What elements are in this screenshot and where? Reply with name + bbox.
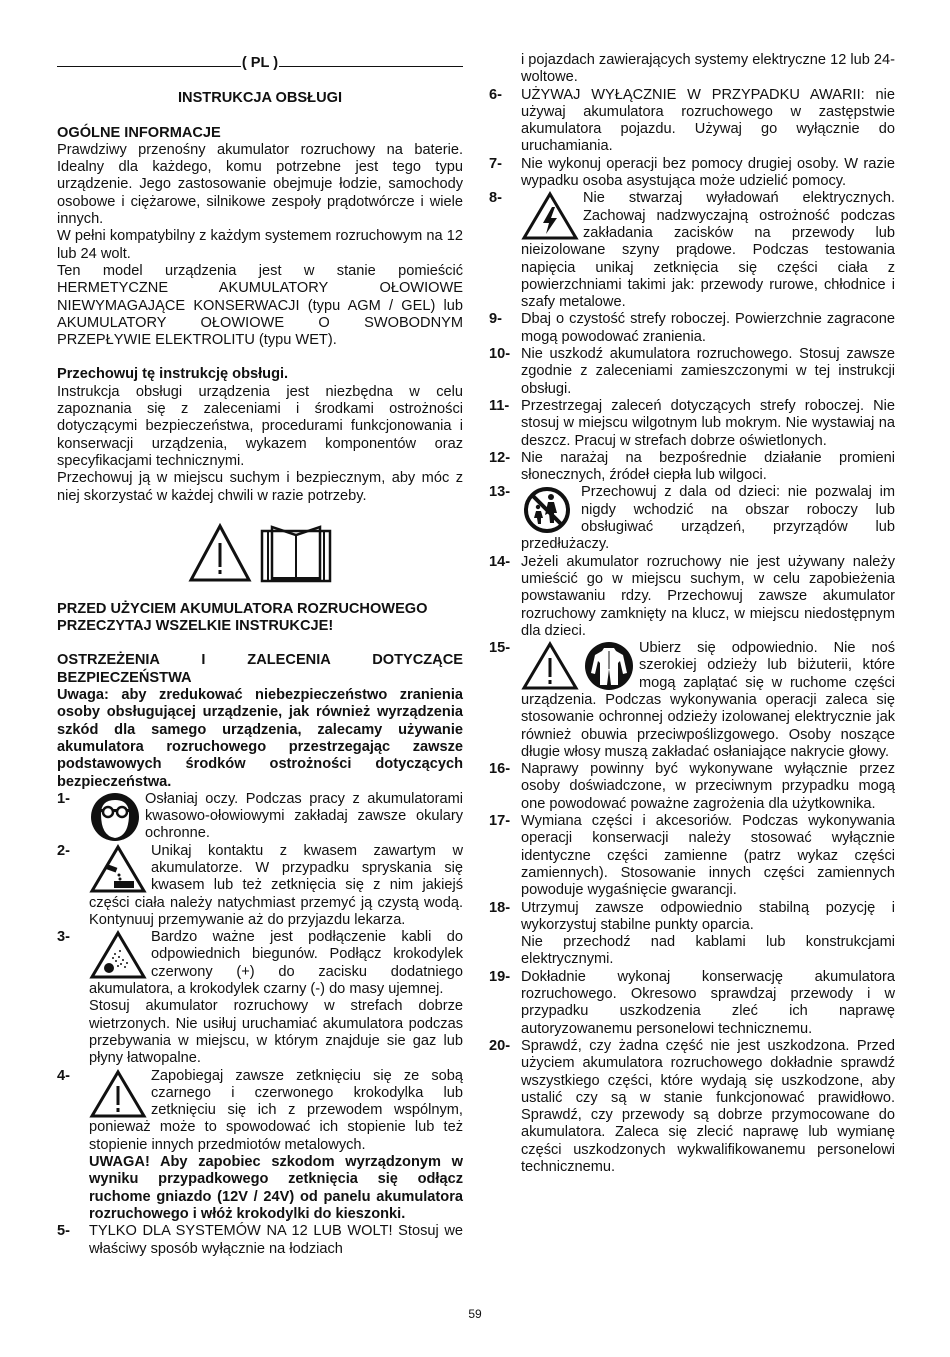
list-item (489, 640, 895, 761)
list-item (57, 1223, 463, 1258)
item-number: 20- (489, 1037, 511, 1054)
item-text: Osłaniaj oczy. Podczas pracy z akumulatorami kwasowo-ołowiowymi zakładaj zawsze okulary ochronne. (145, 790, 463, 842)
warning-triangle-icon (188, 523, 252, 583)
item-text: Nie narażaj na bezpośrednie działanie promieni słonecznych, źródeł ciepła lub wilgoci. (521, 449, 895, 484)
keep-manual-heading: Przechowuj tę instrukcję obsługi. (57, 366, 289, 383)
item-number: 10- (489, 346, 511, 363)
list-item (489, 190, 895, 311)
item-text: Sprawdź, czy żadna część nie jest uszkodzona. Przed użyciem akumulatora rozruchowego dokładnie sprawdź wszystkiego części, które wydają się uszkodzone, aby ustalić czy są w stanie funkcjonować prawidłowo. Sprawdź, czy przewody są dobrze przymocowane do akumulatora. Zaleca się zlecić naprawę lub wymianę części uszkodzonych wykwalifikowanemu personelowi technicznemu. (521, 1037, 895, 1175)
item-text: Jeżeli akumulator rozruchowy nie jest używany należy umieścić go w miejscu suchym, w celu zapobieżenia powstawaniu rdzy. Przechowuj zawsze akumulator rozruchowy zamknięty na klucz, w miejscu niedostępnym dla dzieci. (521, 553, 895, 639)
item-number: 7- (489, 155, 502, 172)
item-text: Nie stwarzaj wyładowań elektrycznych. Zachowaj nadzwyczajną ostrożność podczas zakładania zacisków na przewody lub nieizolowane szyny prądowe. Podczas testowania napięcia unikaj zetknięcia się części ciała z powierzchniami takimi jak: przewody rurowe, chłodnice i szafy metalowe. (521, 190, 895, 311)
item-text: Nie uszkodź akumulatora rozruchowego. Stosuj zawsze zgodnie z zaleceniami zamieszczonymi w tej instrukcji obsługi. (521, 346, 895, 397)
item-text: Bardzo ważne jest podłączenie kabli do odpowiednich biegunów. Podłącz krokodylek czerwony (+) do zacisku dodatniego akumulatora, a krokodylek czarny (-) do masy ujemnej. (89, 929, 463, 998)
list-item (489, 1038, 895, 1176)
language-label: ( PL ) (241, 55, 279, 71)
list-item (489, 761, 895, 813)
general-heading: OGÓLNE INFORMACJE (57, 124, 221, 141)
item-bold-note: UWAGA! Aby zapobiec szkodom wyrządzonym w wyniku przypadkowego zetknięcia się odłącz ruchome gniazdo (12V / 24V) od panelu akumulatora rozruchowego i włóż krokodylki do kieszonki. (89, 1154, 463, 1222)
item-number: 13- (489, 484, 511, 501)
left-column (57, 52, 463, 1258)
item-number: 14- (489, 553, 511, 570)
general-paragraph-2: W pełni kompatybilny z każdym systemem rozruchowym na 12 lub 24 wolt. (57, 228, 463, 262)
item-number: 11- (489, 397, 510, 414)
header-rule-left (57, 54, 241, 67)
list-item (57, 843, 463, 929)
list-item (57, 929, 463, 1067)
right-column (489, 52, 895, 1176)
list-item (489, 156, 895, 191)
corrosive-warning-icon (89, 844, 147, 894)
item-number: 8- (489, 190, 502, 207)
list-item (57, 791, 463, 843)
item-text: Przestrzegaj zaleceń dotyczących strefy roboczej. Nie stosuj w miejscu wilgotnym lub mokrym. Nie wystawiaj na deszcz. Pracuj w strefach dobrze oświetlonych. (521, 397, 895, 449)
item-text: Wymiana części i akcesoriów. Podczas wykonywania operacji konserwacji należy stosować wyłącznie identyczne części zamienne (patrz wykaz części zamiennych). Stosowanie innych części zamiennych powoduje wygaśnięcie gwarancji. (521, 813, 895, 899)
list-item (57, 1068, 463, 1224)
warnings-heading: OSTRZEŻENIA I ZALECENIA DOTYCZĄCE BEZPIECZEŃSTWA (57, 652, 463, 686)
list-item (489, 346, 895, 398)
warning-icons-row (57, 523, 463, 583)
item-text-continued: i pojazdach zawierających systemy elektryczne 12 lub 24-woltowe. (521, 52, 895, 86)
item-number: 6- (489, 86, 502, 103)
general-paragraph-3: Ten model urządzenia jest w stanie pomieścić HERMETYCZNE AKUMULATORY OŁOWIOWE NIEWYMAGAJĄCE KONSERWACJI (typu AGM / GEL) lub AKUMULATORY OŁOWIOWE O SWOBODNYM PRZEPŁYWIE ELEKTROLITU (typu WET). (57, 262, 463, 349)
item-text: Unikaj kontaktu z kwasem zawartym w akumulatorze. W przypadku spryskania się kwasem lub też zetknięcia się z nim jakiejś części ciała należy natychmiast przemyć ją czystą wodą. Kontynuuj przemywanie aż do przyjazdu lekarza. (89, 842, 463, 928)
item-text: Utrzymuj zawsze odpowiednio stabilną pozycję i wykorzystuj stabilne punkty oparcia. (521, 899, 895, 933)
item-number: 17- (489, 813, 511, 830)
item-text-continued: Stosuj akumulator rozruchowy w strefach dobrze wietrzonych. Nie usiłuj uruchamiać akumulatora podczas przebywania w miejscu, w którym znajduje sie gaz lub płyny łatwopalne. (89, 998, 463, 1067)
item-number: 12- (489, 449, 511, 466)
list-item (489, 398, 895, 450)
page-title: INSTRUKCJA OBSŁUGI (177, 90, 343, 107)
eye-protection-icon (89, 792, 141, 842)
general-paragraph-1: Prawdziwy przenośny akumulator rozruchowy na baterie. Idealny dla każdego, komu potrzebne jest tego typu urządzenie. Jego zastosowanie obejmuje łodzie, samochody osobowe i ciężarowe, silnikowe zespoły prądotwórcze i wiele innych. (57, 141, 463, 228)
list-item (489, 969, 895, 1038)
explosion-warning-icon (89, 930, 147, 980)
item-text: TYLKO DLA SYSTEMÓW NA 12 LUB WOLT! Stosuj we właściwy sposób wyłącznie na łodziach (89, 1223, 463, 1257)
item-number: 3- (57, 929, 70, 946)
header-rule-right (279, 54, 463, 67)
item-text: UŻYWAJ WYŁĄCZNIE W PRZYPADKU AWARII: nie używaj akumulatora rozruchowego w zastępstwie akumulatora pojazdu. Używaj go wyłącznie do uruchamiania. (521, 86, 895, 155)
item-number: 16- (489, 761, 511, 778)
item-text: Dokładnie wykonaj konserwację akumulatora rozruchowego. Okresowo sprawdzaj przewody i w przypadku uszkodzenia zleć ich naprawę autoryzowanemu personelowi technicznemu. (521, 968, 895, 1037)
item-number: 9- (489, 311, 502, 328)
list-item (489, 554, 895, 640)
item-number: 15- (489, 640, 511, 657)
page-number: 59 (468, 1307, 482, 1321)
read-manual-book-icon (260, 523, 332, 583)
list-item-continued (489, 52, 895, 87)
list-item (489, 484, 895, 553)
item-text: Ubierz się odpowiednio. Nie noś szerokiej odzieży lub biżuterii, które mogą zaplątać się w ruchome części urządzenia. Podczas wykonywania operacji zaleca się stosowanie ochronnej odzieży izolowanej elektrycznie jak również obuwia przeciwpoślizgowego. Osoby noszące długie włosy muszą zakładać osłaniające nakrycie głowy. (521, 640, 895, 760)
item-text: Naprawy powinny być wykonywane wyłącznie przez osoby doświadczone, w przeciwnym przypadku mogą one powodować poważne zagrożenia dla użytkownika. (521, 761, 895, 812)
general-warning-icon (89, 1069, 147, 1119)
item-number: 19- (489, 968, 511, 985)
item-number: 18- (489, 899, 511, 916)
item-text: Zapobiegaj zawsze zetknięciu się ze sobą czarnego i czerwonego krokodylka lub zetknięciu się ich z przewodem wspólnym, ponieważ może to spowodować ich stopienie lub też stopienie innych przedmiotów metalowych. (89, 1067, 463, 1153)
protective-clothing-icon (583, 641, 635, 691)
item-text: Przechowuj z dala od dzieci: nie pozwalaj im nigdy wchodzić na obszar roboczy lub obsługiwać urządzeń, przyrządów lub przedłużaczy. (521, 484, 895, 553)
keep-manual-paragraph-2: Przechowuj ją w miejscu suchym i bezpiecznym, aby móc z niej skorzystać w każdej chwili w razie potrzeby. (57, 470, 463, 504)
list-item (489, 87, 895, 156)
list-item (489, 900, 895, 969)
item-text: Nie wykonuj operacji bez pomocy drugiej osoby. W razie wypadku osoba asystująca może udzielić pomocy. (521, 155, 895, 190)
keep-manual-paragraph-1: Instrukcja obsługi urządzenia jest niezbędna w celu zapoznania się z zaleceniami i środkami ostrożności dotyczącymi bezpieczeństwa, procedurami funkcjonowania i konserwacji urządzenia, wykazem komponentów oraz specyfikacjami technicznymi. (57, 383, 463, 469)
warnings-intro: Uwaga: aby zredukować niebezpieczeństwo zranienia osoby obsługującej urządzenie, jak również wyrządzenia szkód dla samego urządzenia, zalecamy używanie akumulatora rozruchowego przestrzegając zawsze podstawowych środków ostrożności dotyczących bezpieczeństwa. (57, 687, 463, 790)
item-number: 5- (57, 1223, 70, 1240)
item-text: Dbaj o czystość strefy roboczej. Powierzchnie zagracone mogą powodować zranienia. (521, 311, 895, 345)
general-warning-icon (521, 641, 579, 691)
item-text-continued: Nie przechodź nad kablami lub konstrukcjami elektrycznymi. (521, 934, 895, 968)
no-children-icon (521, 485, 577, 535)
item-number: 2- (57, 842, 70, 859)
language-header (57, 54, 463, 72)
electric-shock-warning-icon (521, 191, 579, 241)
list-item (489, 813, 895, 899)
item-number: 4- (57, 1067, 70, 1084)
item-number: 1- (57, 790, 70, 807)
read-before-use-notice: PRZED UŻYCIEM AKUMULATORA ROZRUCHOWEGO PRZECZYTAJ WSZELKIE INSTRUKCJE! (57, 600, 428, 635)
list-item (489, 450, 895, 485)
list-item (489, 311, 895, 346)
